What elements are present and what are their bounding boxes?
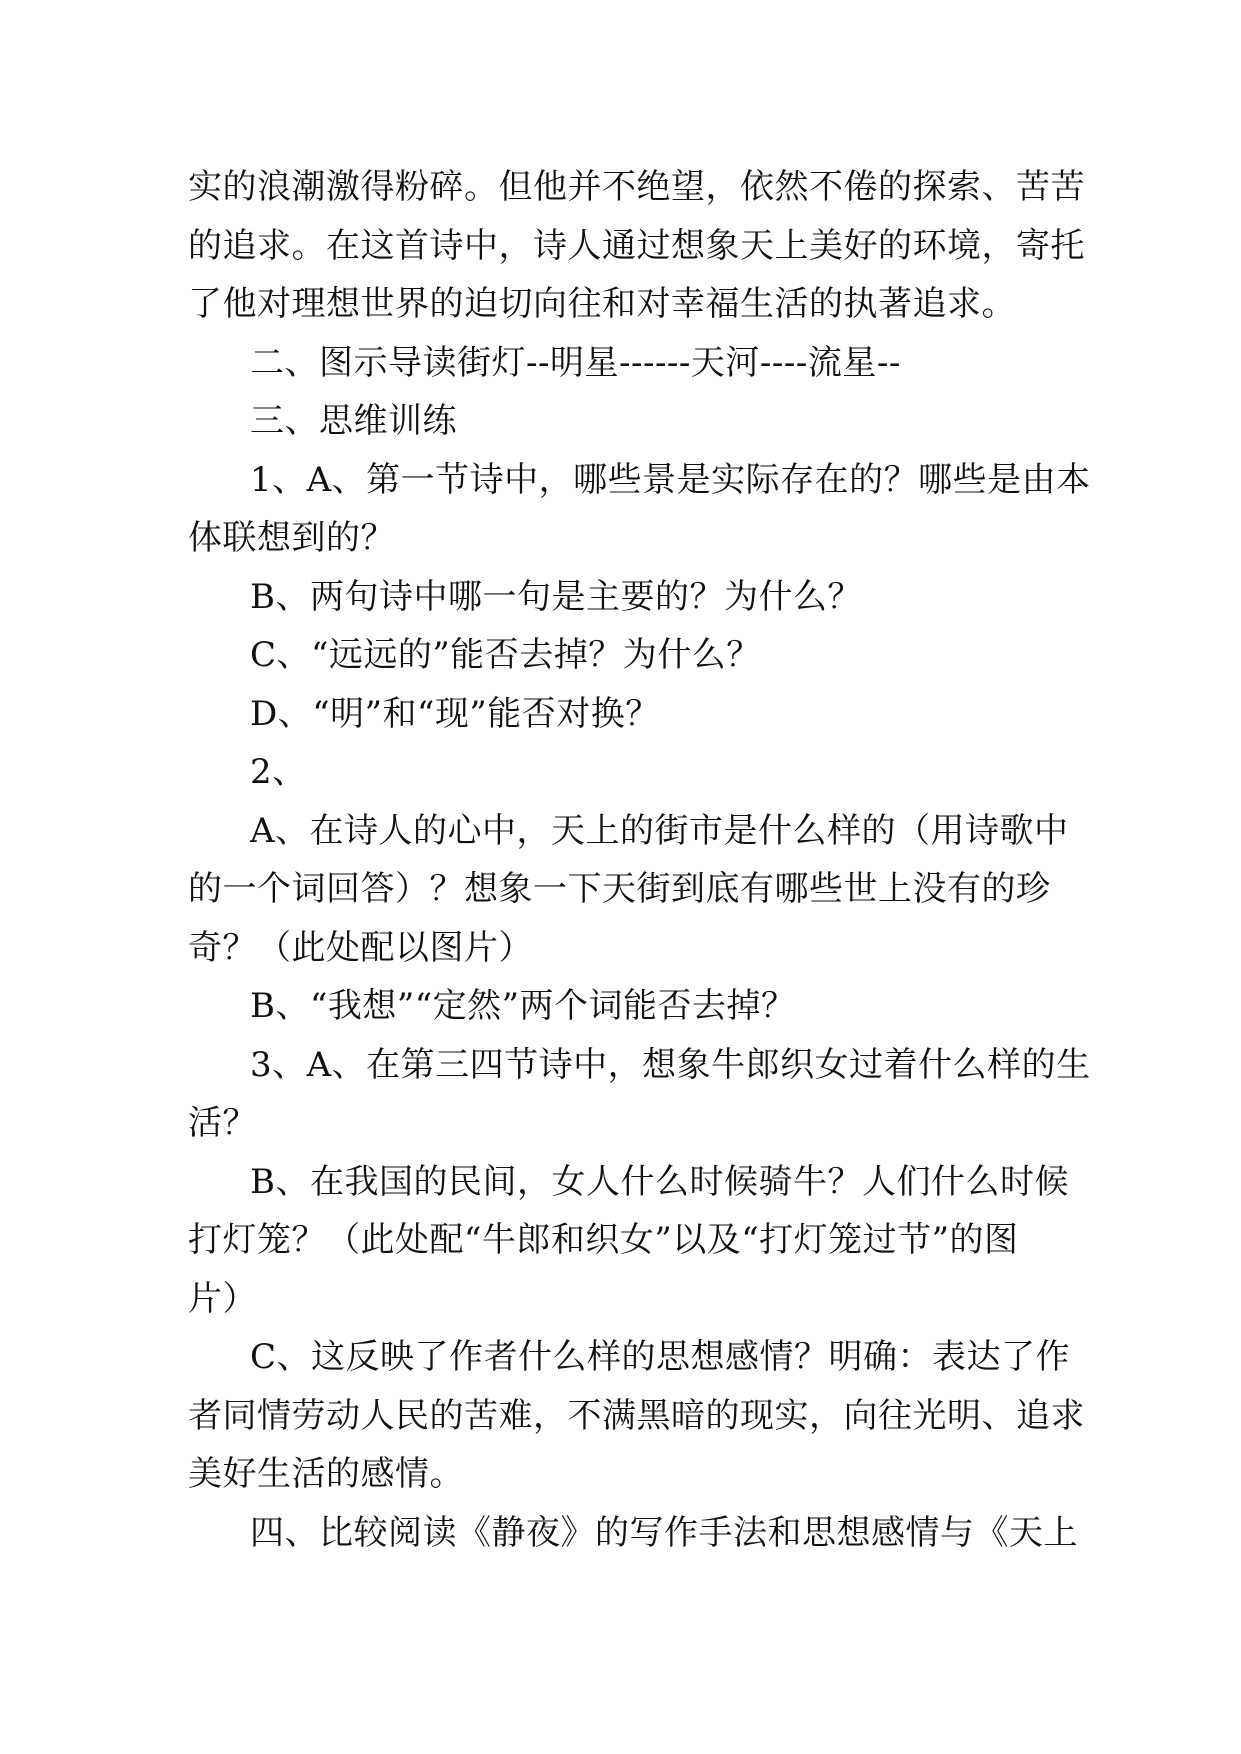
text-line: 的追求。在这首诗中，诗人通过想象天上美好的环境，寄托	[188, 225, 1085, 266]
question-line: B、两句诗中哪一句是主要的？为什么？	[250, 576, 862, 617]
section-heading-illustrated-reading: 二、图示导读街灯--明星------天河----流星--	[250, 342, 901, 383]
answer-line: 者同情劳动人民的苦难，不满黑暗的现实，向往光明、追求	[188, 1395, 1085, 1436]
question-line: C、这反映了作者什么样的思想感情？明确：表达了作	[250, 1337, 1071, 1377]
question-line: 3、A、在第三四节诗中，想象牛郎织女过着什么样的生	[250, 1044, 1091, 1085]
question-line: A、在诗人的心中，天上的街市是什么样的（用诗歌中	[250, 810, 1069, 851]
question-line: 1、A、第一节诗中，哪些景是实际存在的？哪些是由本	[250, 459, 1091, 500]
question-line: B、在我国的民间，女人什么时候骑牛？人们什么时候	[250, 1161, 1069, 1202]
question-line: C、“远远的”能否去掉？为什么？	[250, 635, 761, 675]
question-line: 片）	[188, 1278, 257, 1319]
question-line: 活？	[188, 1103, 257, 1143]
question-line: 打灯笼？（此处配“牛郎和织女”以及“打灯笼过节”的图	[188, 1220, 1019, 1260]
question-line: 体联想到的？	[188, 518, 395, 558]
section-heading-comparative-reading: 四、比较阅读《静夜》的写作手法和思想感情与《天上	[250, 1512, 1078, 1553]
question-number: 2、	[250, 752, 307, 792]
text-line: 实的浪潮激得粉碎。但他并不绝望，依然不倦的探索、苦苦	[188, 167, 1085, 207]
question-line: 的一个词回答）？想象一下天街到底有哪些世上没有的珍	[188, 869, 1051, 909]
section-heading-thinking-training: 三、思维训练	[250, 401, 457, 441]
answer-line: 美好生活的感情。	[188, 1454, 464, 1494]
text-line: 了他对理想世界的迫切向往和对幸福生活的执著追求。	[188, 284, 1016, 324]
question-line: 奇？（此处配以图片）	[188, 927, 533, 968]
question-line: B、“我想”“定然”两个词能否去掉？	[250, 986, 796, 1026]
document-body	[188, 158, 1091, 1562]
question-line: D、“明”和“现”能否对换？	[250, 693, 660, 734]
